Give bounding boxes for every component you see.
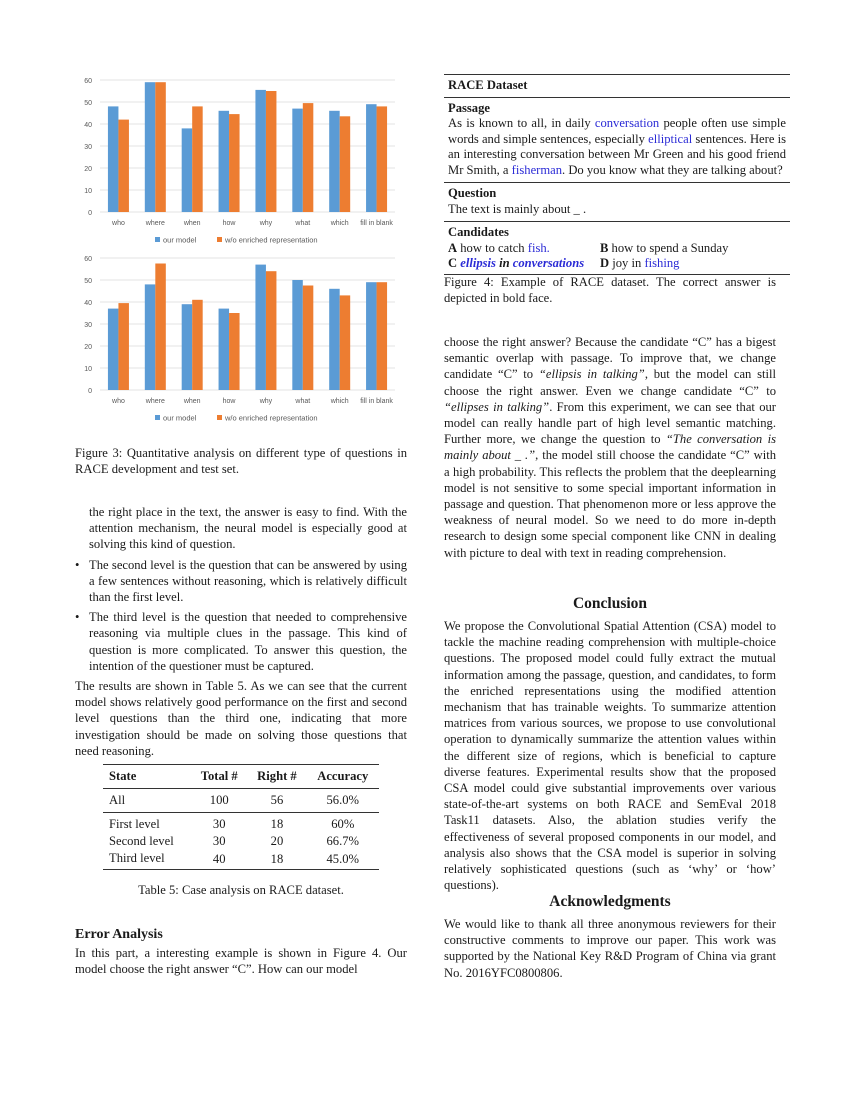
bar [303,103,314,212]
table-cell: 18 [270,817,284,831]
conclusion-paragraph: We propose the Convolutional Spatial Attention (CSA) model to tackle the machine reading comprehension with multiple-choice questions. The proposed model could fully extract the mutual information among the passage, question, and candidates, to form the enriched representations using the modified attention mechanism that has trainable weights. To summarize attention matrices from various sources, we propose to use convolutional operation to dynamically summarize the attention values within the different size of regions, which is beneficial to capture diverse features. Experimental results show that the proposed CSA model could give substantial improvements over various state-of-the-art systems on both RACE and SemEval 2018 Task11 datasets. Also, the ablation studies verify the effectiveness of several proposed components in our model, and analysis also shows that the CSA model is superior in solving relatively sophisticated questions (such as ‘why’ or ‘how’ questions). [444,619,776,893]
bar [329,289,340,390]
bar [366,104,377,212]
results-paragraph: The results are shown in Table 5. As we can see that the current model shows relatively good performance on the first and second level questions than the third one, indicating that more investigation should be made on solving those questions that need reasoning. [75,679,407,758]
x-tick-label: how [222,398,236,405]
candidate-d: D joy in fishing [600,256,680,270]
y-tick-label: 20 [84,166,92,173]
table-cell: First level [109,817,160,831]
legend-label: our model [163,235,197,245]
bar [292,109,303,212]
x-tick-label: when [183,220,201,227]
question-text: The text is mainly about _ . [448,201,587,216]
figure3-caption: Figure 3: Quantitative analysis on different type of questions in RACE development and test set. [75,446,407,477]
chart-dev-svg [75,72,415,252]
y-tick-label: 10 [84,366,92,373]
table-cell: Second level [109,834,174,848]
table-cell: 66.7% [326,834,360,848]
y-tick-label: 50 [84,100,92,107]
left-column-text [75,504,407,759]
table-cell: 30 [212,817,226,831]
table5-caption: Table 5: Case analysis on RACE dataset. [138,883,344,897]
table-cell: 40 [212,852,226,866]
bar [108,309,119,390]
legend-label: w/o enriched representation [225,235,318,245]
candidate-c-correct: C ellipsis in conversations [448,256,585,270]
conclusion-heading: Conclusion [572,595,648,612]
bar [340,295,351,390]
x-tick-label: why [259,220,273,227]
bullet-text: The third level is the question that needed to comprehensive reasoning via multiple clues in the passage. This kind of question is more complicated. To answer this question, the intention of the questioner must be captured. [89,610,407,673]
legend-label: our model [163,413,197,423]
race-example-figure [444,74,790,275]
y-tick-label: 0 [88,210,92,217]
table-header-cell: Total # [200,769,238,783]
x-tick-label: who [112,220,125,227]
table-cell: 45.0% [326,852,360,866]
bar [182,128,193,212]
legend-swatch [155,415,160,420]
y-tick-label: 30 [84,144,92,151]
bullet-continuation [75,504,407,553]
table-cell: 30 [212,834,226,848]
bar [229,313,240,390]
x-tick-label: what [295,398,311,405]
bar [219,111,230,212]
bar [145,284,156,390]
race-question [444,183,790,221]
bar [229,114,240,212]
passage-label: Passage [448,100,490,115]
table-row [103,833,379,850]
highlight-word: conversation [594,116,660,130]
legend-swatch [217,415,222,420]
x-tick-label: why [259,398,273,405]
bullet-icon: • [75,610,80,625]
table-row [103,789,379,813]
bar [155,82,166,212]
x-tick-label: where [145,220,165,227]
highlight-word: elliptical [648,131,693,146]
race-candidates [444,222,790,274]
legend-swatch [217,237,222,242]
x-tick-label: fill in blank [360,220,393,227]
error-analysis-section [75,927,407,977]
table-cell: All [109,793,126,807]
x-tick-label: fill in blank [360,398,393,405]
bar [182,304,193,390]
y-tick-label: 40 [84,300,92,307]
bar [340,116,351,212]
y-tick-label: 40 [84,122,92,129]
table-cell: 56 [270,793,284,807]
x-tick-label: which [330,220,349,227]
y-tick-label: 50 [84,278,92,285]
legend-label: w/o enriched representation [225,413,318,423]
bar [192,300,203,390]
table-header-cell: Right # [257,769,297,783]
acknowledgments-paragraph: We would like to thank all three anonymous reviewers for their constructive comments to improve our paper. This work was supported by the National Key R&D Program of China via grant No. 2016YFC0800806. [444,917,776,980]
conclusion-section [444,595,776,893]
table-header-cell: State [109,769,137,783]
acknowledgments-section [444,893,776,981]
y-tick-label: 0 [88,388,92,395]
bar [255,90,266,212]
bar [145,82,156,212]
table-header-cell: Accuracy [317,769,369,783]
candidate-a: A how to catch fish. [448,240,550,255]
bar [303,286,314,391]
figure4-caption: Figure 4: Example of RACE dataset. The correct answer is depicted in bold face. [444,275,776,306]
x-tick-label: who [112,398,125,405]
bar [377,282,388,390]
candidates-label: Candidates [448,225,509,239]
bar [118,120,129,212]
bar [219,309,230,390]
bar [108,106,119,212]
bar [377,106,388,212]
bar [118,303,129,390]
bar [292,280,303,390]
bar [329,111,340,212]
error-analysis-heading: Error Analysis [75,927,163,942]
bar [366,282,377,390]
bullet-icon: • [75,557,80,572]
x-tick-label: when [183,398,201,405]
race-title: RACE Dataset [448,78,528,92]
chart-test-svg [75,250,415,430]
question-label: Question [448,186,497,200]
table-cell: 20 [270,834,284,848]
table-row [103,813,379,834]
bar [266,271,277,390]
x-tick-label: which [330,398,349,405]
y-tick-label: 60 [84,256,92,263]
bar-chart-test [75,250,415,430]
table-cell: Third level [109,851,165,865]
x-tick-label: what [295,220,311,227]
table-cell: 60% [331,817,355,831]
y-tick-label: 60 [84,78,92,85]
x-tick-label: where [145,398,165,405]
error-analysis-continuation [444,334,776,561]
candidate-b: B how to spend a Sunday [600,240,729,255]
acknowledgments-heading: Acknowledgments [549,893,671,910]
error-continuation-paragraph: choose the right answer? Because the candidate “C” has a bigest semantic overlap with passage. To improve that, we change candidate “C” to “ellipsis in talking”, but the model can still choose the right answer. Even we change candidate “C” to “ellipses in talking”. From this experiment, we can see that our model can really handle part of high level semantic matching. Further more, we change the question to “The conversation is mainly about _ .”, the model still choose the candidate “C” with a high probability. This reflects the problem that the deeplearning model is not sensitive to some special important information in passage and question. That phenomenon more or less approve the weakness of neural model. So we need to do more in-depth research to design some special component like CNN in dealing with picture to deal with text in reading comprehension. [444,335,777,560]
error-analysis-paragraph: In this part, a interesting example is shown in Figure 4. Our model choose the right answer “C”. How can our model [75,946,407,977]
bullet-item [75,557,407,606]
legend-swatch [155,237,160,242]
x-tick-label: how [222,220,236,227]
bar-chart-dev [75,72,415,252]
table-row [103,850,379,870]
passage-text: As is known to all, in daily conversation people often use simple words and simple sentences, especially elliptical sentences. Here is an interesting conversation between Mr Green and his good friend Mr Smith, a fisherman. Do you know what they are talking about? [448,116,786,177]
table-cell: 56.0% [326,793,360,807]
race-passage [444,98,790,181]
table-cell: 18 [270,852,284,866]
bullet-item [75,609,407,674]
y-tick-label: 20 [84,344,92,351]
bullet-continuation-text: the right place in the text, the answer is easy to find. With the attention mechanism, the neural model is especially good at solving this kind of question. [89,505,407,552]
table-cell: 100 [209,793,229,807]
highlight-word: fisherman [511,162,563,177]
bar [255,265,266,390]
bullet-text: The second level is the question that can be answered by using a few sentences without reasoning, which is relatively difficult than the first level. [89,557,407,605]
bar [266,91,277,212]
bar [155,264,166,391]
table-header-row [103,765,379,789]
y-tick-label: 10 [84,188,92,195]
y-tick-label: 30 [84,322,92,329]
bar [192,106,203,212]
table-5 [103,764,379,870]
